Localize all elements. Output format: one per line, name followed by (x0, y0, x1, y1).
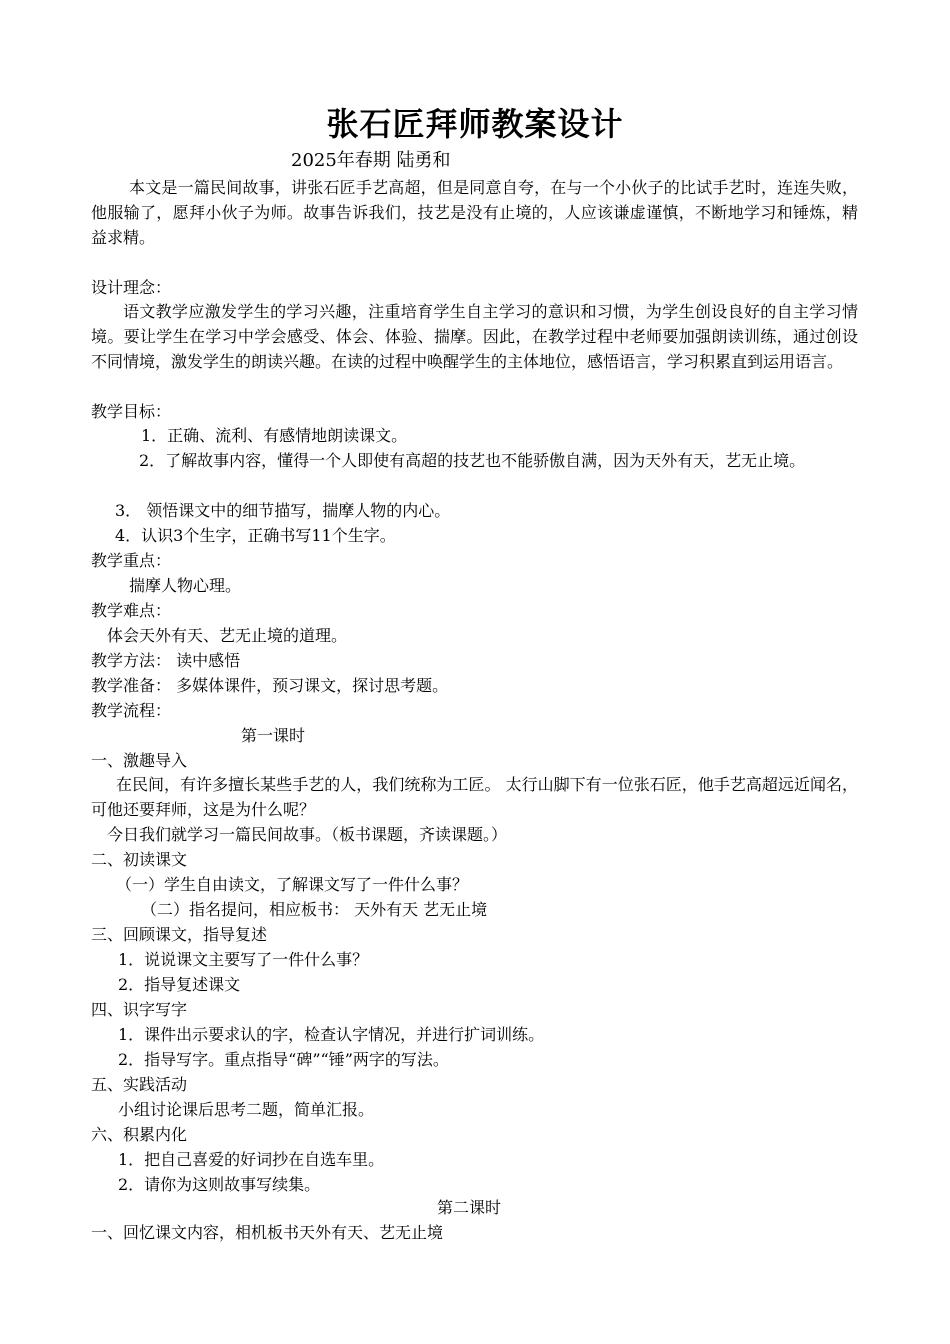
section-heading: 一、回忆课文内容，相机板书天外有天、艺无止境 (91, 1223, 444, 1242)
goal-item: 4．认识3个生字，正确书写11个生字。 (115, 526, 396, 545)
section-heading: 三、回顾课文，指导复述 (91, 925, 268, 944)
document-title: 张石匠拜师教案设计 (326, 105, 624, 143)
lesson-heading: 第二课时 (437, 1198, 502, 1217)
section-heading: 二、初读课文 (91, 850, 188, 869)
goal-item: 2．了解故事内容，懂得一个人即使有高超的技艺也不能骄傲自满，因为天外有天，艺无止境。 (139, 451, 806, 470)
section-item: （一）学生自由读文，了解课文写了一件什么事？ (116, 875, 469, 894)
section-heading: 六、积累内化 (91, 1125, 188, 1144)
section-item: 1．说说课文主要写了一件什么事？ (118, 950, 369, 969)
section-heading: 一、激趣导入 (91, 751, 188, 770)
section-heading: 四、识字写字 (91, 1000, 188, 1019)
section-item: 2．请你为这则故事写续集。 (118, 1175, 321, 1194)
intro-paragraph: 本文是一篇民间故事，讲张石匠手艺高超，但是同意自夸，在与一个小伙子的比试手艺时，连连失败，他服输了，愿拜小伙子为师。故事告诉我们，技艺是没有止境的，人应该谦虚谨慎，不断地学习和锤炼，精益求精。 (91, 178, 858, 247)
section-item: 2．指导写字。重点指导“碑”“锤”两字的写法。 (118, 1050, 449, 1069)
section-item: 小组讨论课后思考二题，简单汇报。 (118, 1100, 375, 1119)
goals-label: 教学目标： (91, 402, 172, 421)
prep-line: 教学准备： 多媒体课件，预习课文，探讨思考题。 (91, 676, 449, 695)
section-item: 2．指导复述课文 (118, 975, 241, 994)
key-label: 教学重点： (91, 551, 172, 570)
goal-item: 3． 领悟课文中的细节描写，揣摩人物的内心。 (115, 501, 451, 520)
section-item: 1．把自己喜爱的好词抄在自选车里。 (118, 1150, 385, 1169)
section-item: （二）指名提问，相应板书： 天外有天 艺无止境 (141, 900, 488, 919)
process-label: 教学流程： (91, 701, 172, 720)
method-line: 教学方法： 读中感悟 (91, 651, 241, 670)
lesson-heading: 第一课时 (241, 726, 306, 745)
difficulty-text: 体会天外有天、艺无止境的道理。 (107, 626, 348, 645)
document-subtitle: 2025年春期 陆勇和 (291, 150, 451, 171)
goal-item: 1．正确、流利、有感情地朗读课文。 (141, 426, 408, 445)
section-item: 1．课件出示要求认的字，检查认字情况，并进行扩词训练。 (118, 1025, 545, 1044)
key-text: 揣摩人物心理。 (129, 576, 242, 595)
section-paragraph: 在民间，有许多擅长某些手艺的人，我们统称为工匠。 太行山脚下有一位张石匠，他手艺高超远近闻名，可他还要拜师，这是为什么呢？ (91, 775, 858, 819)
difficulty-label: 教学难点： (91, 601, 172, 620)
design-paragraph: 语文教学应激发学生的学习兴趣，注重培育学生自主学习的意识和习惯，为学生创设良好的自主学习情境。要让学生在学习中学会感受、体会、体验、揣摩。因此，在教学过程中老师要加强朗读训练，通过创设不同情境，激发学生的朗读兴趣。在读的过程中唤醒学生的主体地位，感悟语言，学习积累直到运用语言。 (91, 302, 858, 371)
design-label: 设计理念： (91, 278, 172, 297)
section-heading: 五、实践活动 (91, 1075, 188, 1094)
section-paragraph: 今日我们就学习一篇民间故事。（板书课题，齐读课题。） (107, 825, 508, 844)
